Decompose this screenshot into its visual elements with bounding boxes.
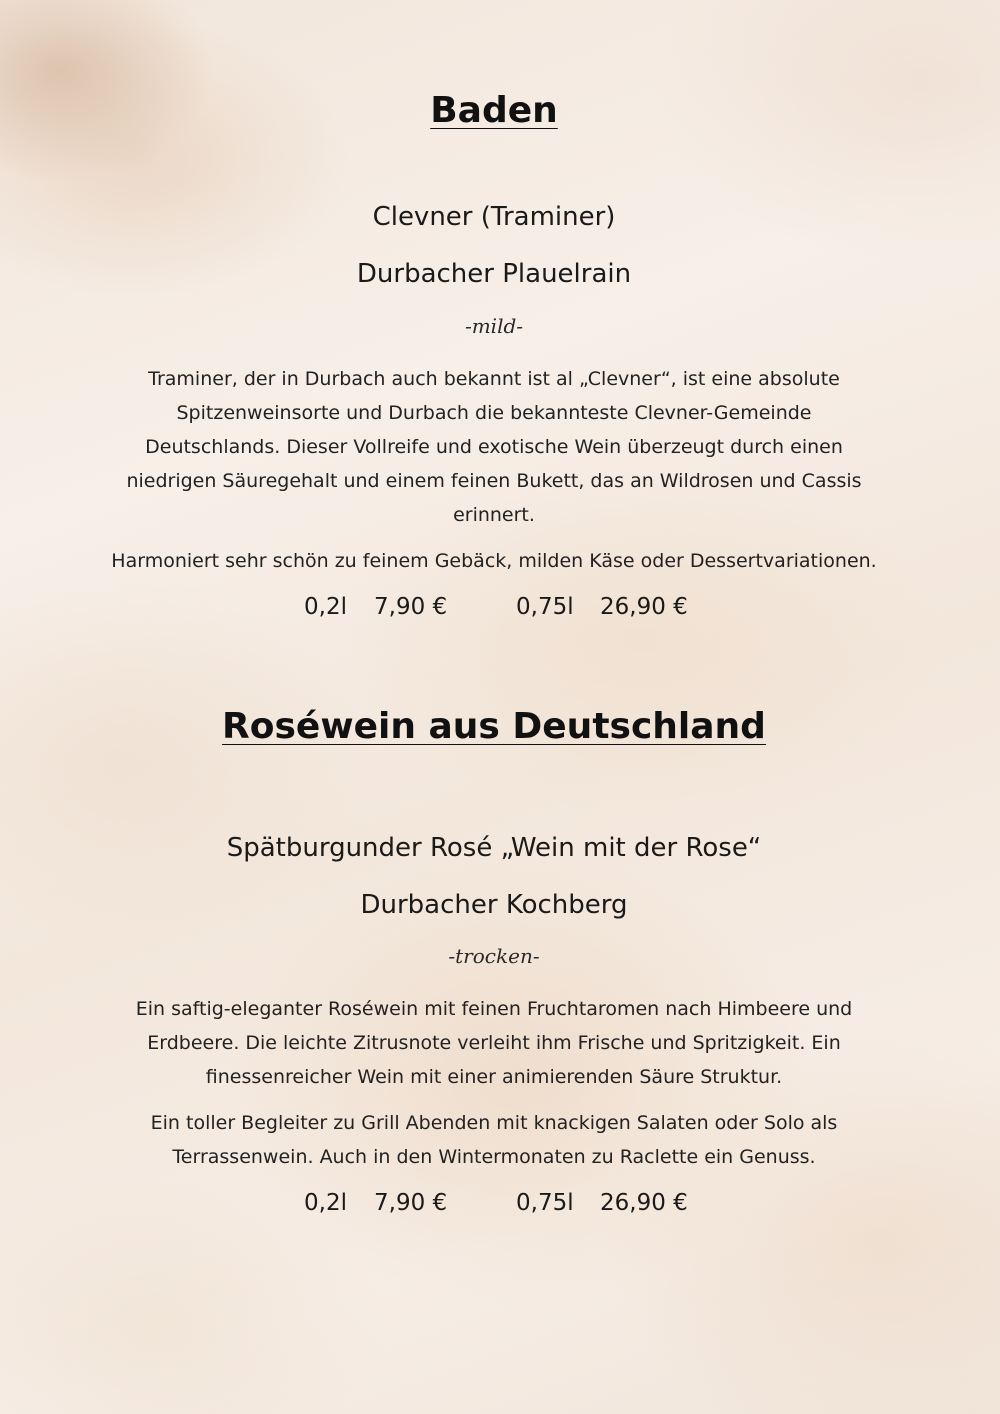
description-line: Ein saftig-eleganter Roséwein mit feinen Fruchtaromen nach Himbeere und bbox=[135, 998, 853, 1020]
section-heading: Baden bbox=[430, 90, 558, 131]
price-row bbox=[0, 594, 1000, 628]
price-value: 26,90 € bbox=[600, 1190, 688, 1216]
price-row bbox=[0, 1190, 1000, 1224]
pairing-line: Harmoniert sehr schön zu feinem Gebäck, milden Käse oder Dessertvariationen. bbox=[111, 550, 877, 572]
wine-vineyard: Durbacher Plauelrain bbox=[356, 259, 632, 289]
price-value: 7,90 € bbox=[374, 594, 448, 620]
pairing-line: Ein toller Begleiter zu Grill Abenden mit knackigen Salaten oder Solo als bbox=[150, 1112, 838, 1134]
price-size: 0,75l bbox=[516, 594, 574, 620]
price-size: 0,75l bbox=[516, 1190, 574, 1216]
pairing-line: Terrassenwein. Auch in den Wintermonaten zu Raclette ein Genuss. bbox=[172, 1146, 816, 1168]
description-line: erinnert. bbox=[453, 504, 535, 526]
price-size: 0,2l bbox=[304, 1190, 347, 1216]
description-line: Erdbeere. Die leichte Zitrusnote verleiht ihm Frische und Spritzigkeit. Ein bbox=[147, 1032, 841, 1054]
price-value: 26,90 € bbox=[600, 594, 688, 620]
wine-name: Clevner (Traminer) bbox=[372, 202, 616, 232]
description-line: Spitzenweinsorte und Durbach die bekannteste Clevner-Gemeinde bbox=[176, 402, 812, 424]
price-size: 0,2l bbox=[304, 594, 347, 620]
description-line: finessenreicher Wein mit einer animierenden Säure Struktur. bbox=[205, 1066, 783, 1088]
description-line: Traminer, der in Durbach auch bekannt ist al „Clevner“, ist eine absolute bbox=[148, 368, 840, 390]
wine-style: -mild- bbox=[464, 314, 524, 338]
wine-style: -trocken- bbox=[448, 944, 540, 968]
description-line: Deutschlands. Dieser Vollreife und exotische Wein überzeugt durch einen bbox=[145, 436, 843, 458]
wine-vineyard: Durbacher Kochberg bbox=[360, 890, 628, 920]
description-line: niedrigen Säuregehalt und einem feinen Bukett, das an Wildrosen und Cassis bbox=[126, 470, 862, 492]
section-heading: Roséwein aus Deutschland bbox=[222, 706, 766, 747]
wine-name: Spätburgunder Rosé „Wein mit der Rose“ bbox=[226, 833, 762, 863]
price-value: 7,90 € bbox=[374, 1190, 448, 1216]
